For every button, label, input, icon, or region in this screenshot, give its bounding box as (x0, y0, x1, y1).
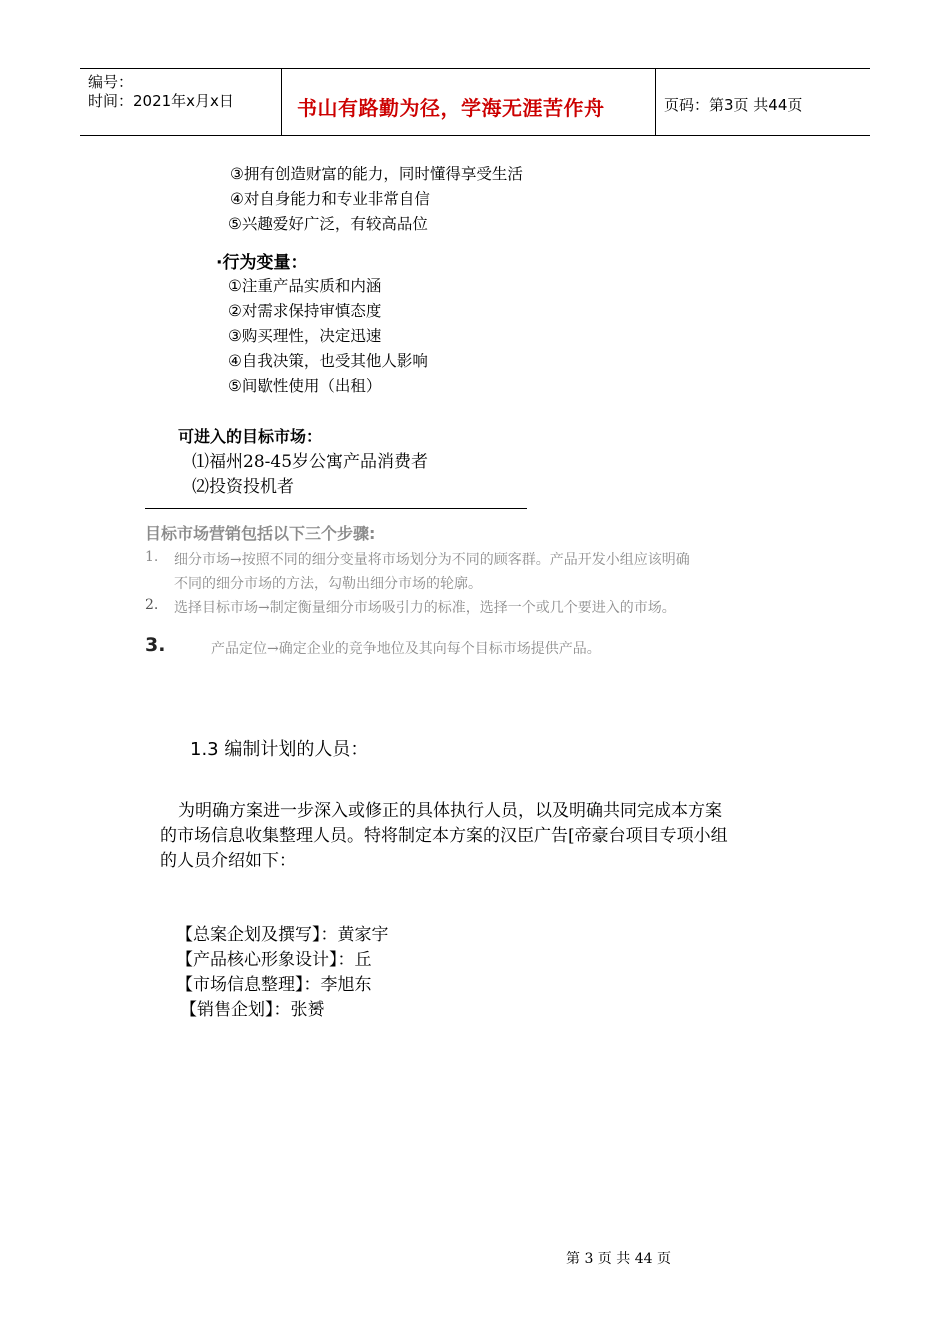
section-paragraph-line1: 为明确方案进一步深入或修正的具体执行人员，以及明确共同完成本方案 (178, 801, 722, 821)
staff-item-design: 【产品核心形象设计】：丘 (176, 950, 372, 970)
staff-item-planning: 【总案企划及撰写】：黄家宇 (176, 925, 389, 945)
target-market-item-1: ⑴福州28-45岁公寓产品消费者 (192, 452, 429, 472)
behavior-item-4: ④自我决策，也受其他人影响 (228, 352, 428, 370)
step-1-number: 1. (145, 549, 159, 565)
header-motto: 书山有路勤为径，学海无涯苦作舟 (297, 96, 605, 120)
behavior-item-2: ②对需求保持审慎态度 (228, 302, 382, 320)
step-2-text: 选择目标市场→制定衡量细分市场吸引力的标准，选择一个或几个要进入的市场。 (174, 600, 676, 616)
step-3-text: 产品定位→确定企业的竞争地位及其向每个目标市场提供产品。 (211, 641, 601, 657)
psych-item-4: ④对自身能力和专业非常自信 (230, 190, 430, 208)
section-title: 1.3 编制计划的人员： (190, 739, 369, 760)
target-market-item-2: ⑵投资投机者 (192, 477, 294, 497)
header-divider-right (655, 68, 656, 135)
staff-item-market-info: 【市场信息整理】：李旭东 (176, 975, 372, 995)
behavior-item-5: ⑤间歇性使用（出租） (228, 377, 382, 395)
header-top-border (80, 68, 870, 69)
header-bottom-border (80, 135, 870, 136)
steps-heading: 目标市场营销包括以下三个步骤: (145, 524, 376, 543)
section-divider (145, 508, 527, 509)
page-label: 页码：第3页 共44页 (664, 96, 803, 114)
time-label: 时间：2021年x月x日 (88, 92, 234, 110)
section-paragraph-line3: 的人员介绍如下： (160, 851, 296, 871)
behavior-item-1: ①注重产品实质和内涵 (228, 277, 382, 295)
staff-item-sales: 【销售企划】：张赟 (180, 1000, 325, 1020)
page-footer: 第 3 页 共 44 页 (566, 1251, 671, 1267)
step-1-text-line1: 细分市场→按照不同的细分变量将市场划分为不同的顾客群。产品开发小组应该明确 (174, 552, 690, 568)
behavior-item-3: ③购买理性，决定迅速 (228, 327, 382, 345)
step-1-text-line2: 不同的细分市场的方法，勾勒出细分市场的轮廓。 (174, 576, 482, 592)
psych-item-3: ③拥有创造财富的能力，同时懂得享受生活 (230, 165, 523, 183)
behavior-heading: ·行为变量： (216, 253, 308, 273)
serial-label: 编号： (88, 73, 134, 91)
header-divider-left (281, 68, 282, 135)
step-3-number: 3. (145, 634, 166, 656)
target-market-heading: 可进入的目标市场： (178, 427, 323, 446)
section-paragraph-line2: 的市场信息收集整理人员。特将制定本方案的汉臣广告[帝豪台项目专项小组 (160, 826, 728, 846)
psych-item-5: ⑤兴趣爱好广泛，有较高品位 (228, 215, 428, 233)
step-2-number: 2. (145, 597, 159, 613)
